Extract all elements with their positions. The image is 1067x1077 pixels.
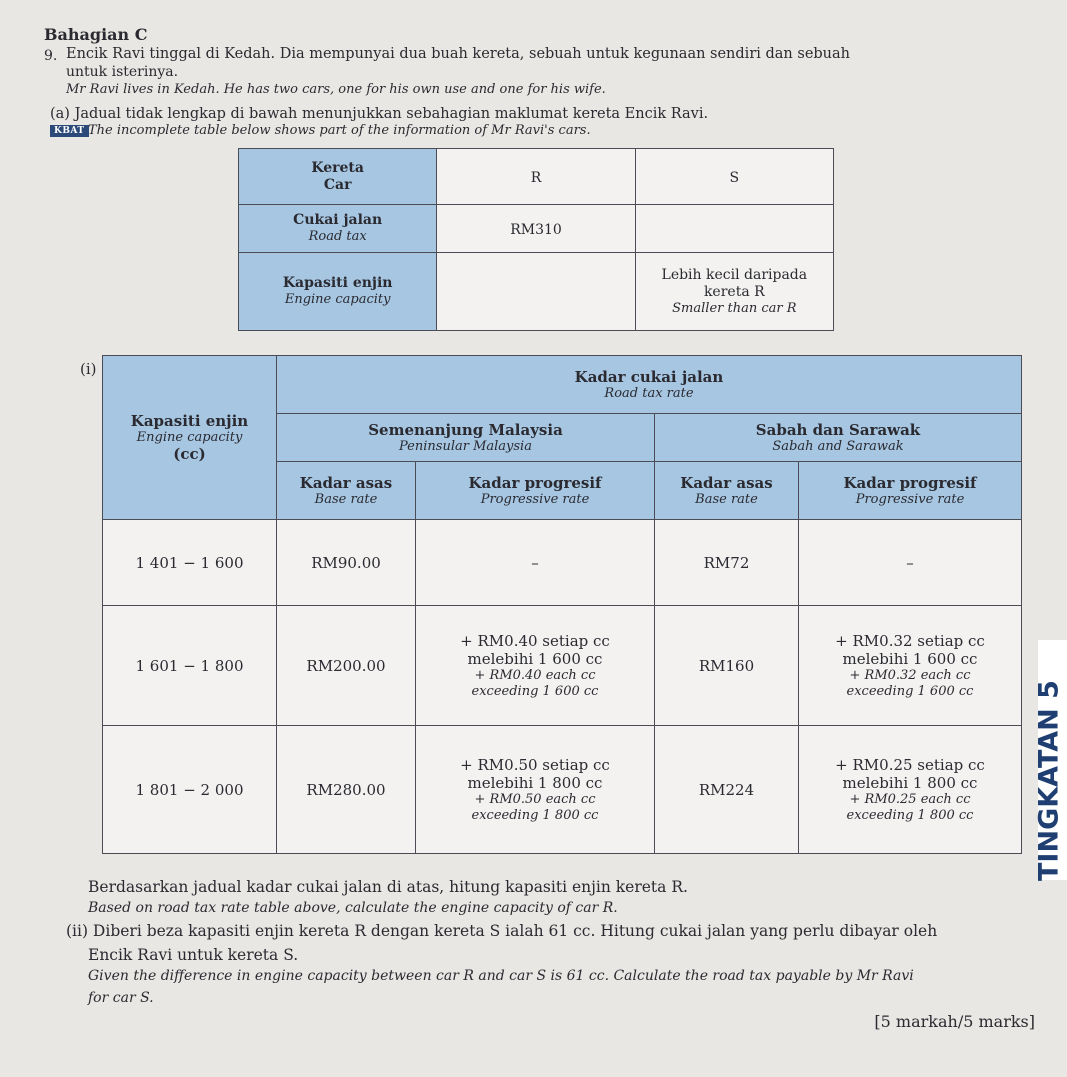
pen-prog-header-ms: Kadar progresif bbox=[468, 473, 602, 492]
capacity-header-en: Engine capacity bbox=[136, 429, 243, 445]
pen-prog-ms: + RM0.50 setiap cc bbox=[460, 755, 610, 774]
peninsular-header-ms: Semenanjung Malaysia bbox=[368, 420, 563, 439]
east-prog-ms: + RM0.32 setiap cc bbox=[835, 631, 985, 650]
east-prog-ms: + RM0.25 setiap cc bbox=[835, 755, 985, 774]
section-title: Bahagian C bbox=[44, 25, 148, 44]
east-base-cell: RM224 bbox=[655, 726, 799, 854]
east-base-header-en: Base rate bbox=[695, 491, 758, 507]
engine-s-line1: Lebih kecil daripada bbox=[661, 266, 808, 283]
pen-base-header-ms: Kadar asas bbox=[299, 473, 393, 492]
pen-prog-en: + RM0.40 each cc bbox=[474, 667, 596, 683]
peninsular-header-cell bbox=[277, 414, 655, 462]
engine-capacity-s-cell bbox=[635, 253, 833, 331]
question-intro-ms-line1: Encik Ravi tinggal di Kedah. Dia mempunyai dua buah kereta, sebuah untuk kegunaan sendiri dan sebuah bbox=[66, 46, 850, 62]
pen-prog-cell bbox=[416, 606, 655, 726]
tax-rate-header-ms: Kadar cukai jalan bbox=[574, 367, 724, 386]
capacity-cell: 1 601 − 1 800 bbox=[103, 606, 277, 726]
part-ii-en-line2: for car S. bbox=[88, 990, 154, 1006]
question-number: 9. bbox=[44, 48, 58, 64]
pen-base-header-en: Base rate bbox=[314, 491, 378, 507]
question-intro-en: Mr Ravi lives in Kedah. He has two cars, one for his own use and one for his wife. bbox=[66, 82, 606, 97]
engine-capacity-label-ms: Kapasiti enjin bbox=[282, 275, 393, 292]
pen-base-cell: RM90.00 bbox=[277, 520, 416, 606]
pen-prog-ms2: melebihi 1 800 cc bbox=[467, 773, 603, 792]
capacity-header-cell bbox=[103, 356, 277, 520]
tax-rate-header-cell bbox=[277, 356, 1022, 414]
part-i-label: (i) bbox=[80, 360, 97, 378]
pen-prog-ms: + RM0.40 setiap cc bbox=[460, 631, 610, 650]
pen-prog-ms2: melebihi 1 600 cc bbox=[467, 649, 603, 668]
engine-s-en: Smaller than car R bbox=[672, 300, 797, 316]
east-prog-header bbox=[799, 462, 1022, 520]
east-prog-header-ms: Kadar progresif bbox=[843, 473, 977, 492]
east-prog-en2: exceeding 1 600 cc bbox=[846, 683, 974, 699]
question-intro-ms-line2: untuk isterinya. bbox=[66, 64, 179, 80]
road-tax-label-ms: Cukai jalan bbox=[293, 212, 383, 229]
table-row bbox=[103, 606, 1022, 726]
table-row bbox=[103, 726, 1022, 854]
road-tax-r-cell: RM310 bbox=[437, 205, 635, 253]
east-prog-en: + RM0.25 each cc bbox=[849, 791, 971, 807]
side-tab-label: TINGKATAN 5 bbox=[1033, 680, 1065, 881]
east-prog-ms2: melebihi 1 600 cc bbox=[842, 649, 978, 668]
pen-prog-cell bbox=[416, 726, 655, 854]
tax-rate-header-en: Road tax rate bbox=[604, 385, 694, 401]
col-r-header: R bbox=[437, 149, 635, 205]
kbat-badge: KBAT bbox=[50, 125, 89, 137]
pen-prog-en: + RM0.50 each cc bbox=[474, 791, 596, 807]
table-row bbox=[103, 520, 1022, 606]
car-header-en: Car bbox=[323, 176, 352, 193]
col-s-header: S bbox=[635, 149, 833, 205]
pen-prog-header bbox=[416, 462, 655, 520]
road-tax-s-cell bbox=[635, 205, 833, 253]
east-prog-en: + RM0.32 each cc bbox=[849, 667, 971, 683]
capacity-header-ms: Kapasiti enjin bbox=[130, 411, 249, 430]
east-prog-en2: exceeding 1 800 cc bbox=[846, 807, 974, 823]
east-prog-cell: – bbox=[799, 520, 1022, 606]
car-header-ms: Kereta bbox=[311, 159, 364, 176]
pen-prog-en2: exceeding 1 600 cc bbox=[471, 683, 599, 699]
marks-label: [5 markah/5 marks] bbox=[874, 1012, 1035, 1031]
pen-prog-cell: – bbox=[416, 520, 655, 606]
east-prog-cell bbox=[799, 726, 1022, 854]
east-base-cell: RM160 bbox=[655, 606, 799, 726]
car-info-table bbox=[238, 148, 834, 331]
road-tax-label-cell bbox=[239, 205, 437, 253]
part-ii-ms-line2: Encik Ravi untuk kereta S. bbox=[88, 946, 299, 964]
east-base-cell: RM72 bbox=[655, 520, 799, 606]
road-tax-label-en: Road tax bbox=[308, 229, 367, 245]
capacity-cell: 1 401 − 1 600 bbox=[103, 520, 277, 606]
peninsular-header-en: Peninsular Malaysia bbox=[399, 438, 532, 454]
part-ii-ms-line1: (ii) Diberi beza kapasiti enjin kereta R dengan kereta S ialah 61 cc. Hitung cukai jalan yang perlu dibayar oleh bbox=[66, 922, 938, 940]
east-header-ms: Sabah dan Sarawak bbox=[755, 420, 921, 439]
engine-capacity-label-en: Engine capacity bbox=[284, 292, 391, 308]
pen-base-cell: RM280.00 bbox=[277, 726, 416, 854]
capacity-header-unit: (cc) bbox=[173, 445, 206, 464]
capacity-cell: 1 801 − 2 000 bbox=[103, 726, 277, 854]
part-a-en: The incomplete table below shows part of the information of Mr Ravi's cars. bbox=[88, 123, 591, 138]
engine-s-line2: kereta R bbox=[703, 283, 765, 300]
east-prog-cell bbox=[799, 606, 1022, 726]
part-i-ms: Berdasarkan jadual kadar cukai jalan di atas, hitung kapasiti enjin kereta R. bbox=[88, 878, 688, 896]
engine-capacity-r-cell bbox=[437, 253, 635, 331]
engine-capacity-label-cell bbox=[239, 253, 437, 331]
part-a-ms: (a) Jadual tidak lengkap di bawah menunjukkan sebahagian maklumat kereta Encik Ravi. bbox=[50, 106, 709, 122]
east-prog-ms2: melebihi 1 800 cc bbox=[842, 773, 978, 792]
part-ii-en-line1: Given the difference in engine capacity between car R and car S is 61 cc. Calculate the road tax payable by Mr Ravi bbox=[88, 968, 914, 984]
east-base-header-ms: Kadar asas bbox=[680, 473, 773, 492]
road-tax-rate-table bbox=[102, 355, 1022, 854]
east-base-header bbox=[655, 462, 799, 520]
pen-base-cell: RM200.00 bbox=[277, 606, 416, 726]
east-header-cell bbox=[655, 414, 1022, 462]
pen-prog-header-en: Progressive rate bbox=[480, 491, 590, 507]
car-header-cell bbox=[239, 149, 437, 205]
east-prog-header-en: Progressive rate bbox=[855, 491, 965, 507]
pen-base-header bbox=[277, 462, 416, 520]
east-header-en: Sabah and Sarawak bbox=[772, 438, 904, 454]
part-i-en: Based on road tax rate table above, calculate the engine capacity of car R. bbox=[88, 900, 618, 916]
pen-prog-en2: exceeding 1 800 cc bbox=[471, 807, 599, 823]
